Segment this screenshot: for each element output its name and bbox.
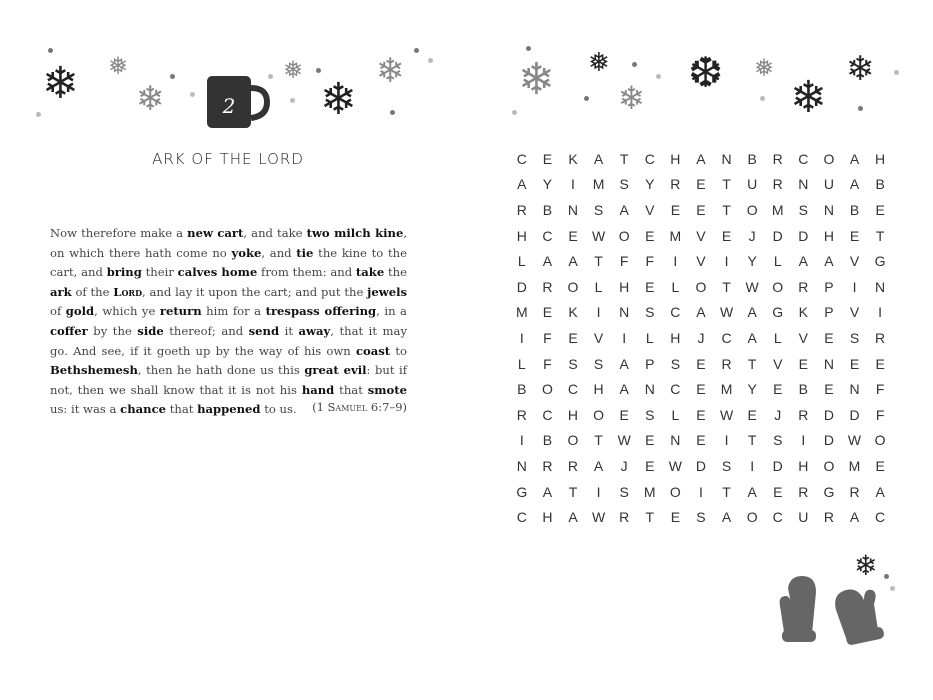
grid-letter[interactable]: O <box>541 381 553 398</box>
grid-letter[interactable]: O <box>746 201 758 218</box>
grid-letter[interactable]: C <box>542 406 553 423</box>
grid-letter[interactable]: Y <box>542 176 553 193</box>
grid-letter[interactable]: G <box>874 253 886 270</box>
grid-letter[interactable]: O <box>669 483 681 500</box>
grid-letter[interactable]: O <box>567 278 579 295</box>
grid-letter[interactable]: L <box>645 329 654 346</box>
grid-letter[interactable]: E <box>645 278 655 295</box>
grid-letter[interactable]: T <box>619 150 629 167</box>
passage-text: by the <box>87 323 138 338</box>
grid-letter[interactable]: L <box>671 278 680 295</box>
snowflake-icon: ❅ <box>588 48 610 78</box>
highlighted-word: coffer <box>50 323 88 338</box>
grid-letter[interactable]: A <box>849 509 860 526</box>
grid-letter[interactable]: H <box>798 457 809 474</box>
grid-letter[interactable]: P <box>645 355 655 372</box>
grid-letter[interactable]: S <box>568 355 578 372</box>
grid-letter[interactable]: S <box>645 304 655 321</box>
grid-letter[interactable]: I <box>724 253 729 270</box>
highlighted-word: tie <box>296 245 314 260</box>
grid-letter[interactable]: V <box>696 227 706 244</box>
grid-letter[interactable]: N <box>849 381 860 398</box>
passage-text: of <box>50 304 66 319</box>
grid-letter[interactable]: S <box>619 176 629 193</box>
grid-letter[interactable]: A <box>875 483 885 500</box>
grid-letter[interactable]: O <box>823 150 835 167</box>
grid-letter[interactable]: I <box>519 329 524 346</box>
highlighted-word: calves home <box>177 265 258 280</box>
grid-letter[interactable]: H <box>593 381 604 398</box>
grid-letter[interactable]: D <box>772 457 783 474</box>
passage-text: Now therefore make a <box>50 226 188 240</box>
highlighted-word: away <box>298 323 331 338</box>
highlighted-word: coast <box>355 343 391 358</box>
grid-letter[interactable]: E <box>696 406 706 423</box>
grid-letter[interactable]: V <box>645 201 655 218</box>
highlighted-word: hand <box>301 382 335 397</box>
grid-letter[interactable]: R <box>542 457 553 474</box>
passage-text: , in a <box>376 304 407 319</box>
grid-letter[interactable]: D <box>849 406 860 423</box>
grid-letter[interactable]: R <box>516 406 527 423</box>
grid-letter[interactable]: T <box>875 227 885 244</box>
grid-letter[interactable]: P <box>824 304 834 321</box>
grid-letter[interactable]: H <box>542 509 553 526</box>
grid-letter[interactable]: N <box>567 201 579 218</box>
grid-letter[interactable]: D <box>772 227 783 244</box>
grid-letter[interactable]: M <box>720 381 733 398</box>
grid-letter[interactable]: B <box>798 381 808 398</box>
passage-text: , and take <box>243 226 307 240</box>
grid-letter[interactable]: A <box>849 150 860 167</box>
grid-letter[interactable]: I <box>852 278 857 295</box>
grid-letter[interactable]: W <box>617 432 631 449</box>
passage-text: him for a <box>201 304 266 319</box>
grid-letter[interactable]: B <box>517 381 527 398</box>
grid-letter[interactable]: F <box>619 253 629 270</box>
grid-letter[interactable]: H <box>619 278 630 295</box>
grid-letter[interactable]: A <box>619 381 629 398</box>
grid-letter[interactable]: R <box>798 406 809 423</box>
passage-text: their <box>141 265 178 280</box>
highlighted-word: bring <box>106 265 142 280</box>
grid-letter[interactable]: K <box>568 304 578 321</box>
passage-text: that <box>334 382 368 397</box>
highlighted-word: side <box>137 323 164 338</box>
grid-letter[interactable]: N <box>823 201 834 218</box>
grid-letter[interactable]: A <box>747 304 757 321</box>
grid-letter[interactable]: U <box>823 176 834 193</box>
grid-letter[interactable]: R <box>772 176 783 193</box>
grid-letter[interactable]: L <box>517 355 526 372</box>
grid-letter[interactable]: H <box>567 406 579 423</box>
grid-letter[interactable]: G <box>772 304 784 321</box>
grid-letter[interactable]: V <box>696 253 706 270</box>
snowflake-icon: ❆ <box>688 48 724 97</box>
grid-letter[interactable]: M <box>515 304 528 321</box>
grid-letter[interactable]: B <box>849 201 860 218</box>
highlighted-word: yoke <box>231 245 262 260</box>
grid-letter[interactable]: H <box>670 329 681 346</box>
highlighted-word: Lord <box>113 284 143 299</box>
scripture-passage <box>50 224 407 420</box>
grid-letter[interactable]: E <box>645 432 655 449</box>
grid-letter[interactable]: E <box>773 381 783 398</box>
grid-letter[interactable]: N <box>644 381 655 398</box>
grid-letter[interactable]: F <box>875 381 885 398</box>
grid-letter[interactable]: D <box>823 406 834 423</box>
grid-letter[interactable]: C <box>644 150 655 167</box>
grid-letter[interactable]: W <box>668 457 682 474</box>
grid-letter[interactable]: N <box>721 150 732 167</box>
grid-letter[interactable]: D <box>798 227 809 244</box>
passage-text: of the <box>71 284 114 299</box>
passage-text: from them: and <box>257 265 356 280</box>
grid-letter[interactable]: E <box>568 329 578 346</box>
passage-text: thereof; and <box>163 323 249 338</box>
grid-letter[interactable]: E <box>696 432 706 449</box>
grid-letter[interactable]: B <box>747 150 757 167</box>
highlighted-word: trespass offering <box>265 304 377 319</box>
grid-letter[interactable]: W <box>591 509 606 526</box>
grid-letter[interactable]: S <box>593 355 604 372</box>
grid-letter[interactable]: N <box>670 432 681 449</box>
grid-letter[interactable]: V <box>849 253 860 270</box>
grid-letter[interactable]: N <box>823 355 834 372</box>
grid-letter[interactable]: H <box>670 150 681 167</box>
grid-letter[interactable]: I <box>750 457 755 474</box>
grid-letter[interactable]: E <box>645 227 655 244</box>
grid-letter[interactable]: W <box>847 432 862 449</box>
grid-letter[interactable]: T <box>747 355 757 372</box>
snowflake-icon: ❅ <box>754 54 775 82</box>
grid-letter[interactable]: T <box>722 483 731 500</box>
grid-letter[interactable]: R <box>670 176 681 193</box>
grid-letter[interactable]: O <box>567 432 579 449</box>
grid-letter[interactable]: E <box>670 509 681 526</box>
grid-letter[interactable]: T <box>722 201 731 218</box>
grid-letter[interactable]: O <box>746 509 758 526</box>
grid-letter[interactable]: A <box>542 483 553 500</box>
passage-text: the <box>384 265 407 280</box>
grid-letter[interactable]: F <box>875 406 885 423</box>
word-search-grid <box>509 146 893 530</box>
grid-letter[interactable]: E <box>824 329 834 346</box>
grid-letter[interactable]: O <box>874 432 886 449</box>
grid-letter[interactable]: F <box>543 355 552 372</box>
highlighted-word: send <box>248 323 280 338</box>
grid-letter[interactable]: R <box>875 329 886 346</box>
grid-letter[interactable]: A <box>696 150 706 167</box>
grid-letter[interactable]: O <box>618 227 630 244</box>
grid-letter[interactable]: J <box>774 406 782 423</box>
page-title: ARK OF THE LORD <box>152 150 304 168</box>
grid-letter[interactable]: V <box>773 355 783 372</box>
grid-letter[interactable]: W <box>719 304 734 321</box>
grid-letter[interactable]: I <box>878 304 883 321</box>
grid-letter[interactable]: S <box>798 201 808 218</box>
snowflake-icon: ❄ <box>42 58 79 109</box>
highlighted-word: jewels <box>367 284 407 299</box>
grid-letter[interactable]: A <box>798 253 808 270</box>
grid-letter[interactable]: E <box>875 457 885 474</box>
grid-letter[interactable]: E <box>875 201 885 218</box>
highlighted-word: chance <box>120 402 167 417</box>
grid-letter[interactable]: D <box>695 457 707 474</box>
passage-text: , on which there hath come no <box>50 226 408 260</box>
grid-letter[interactable]: J <box>748 227 756 244</box>
grid-letter[interactable]: E <box>568 227 578 244</box>
grid-letter[interactable]: O <box>772 278 784 295</box>
grid-letter[interactable]: A <box>696 304 706 321</box>
grid-letter[interactable]: C <box>670 381 681 398</box>
grid-letter[interactable]: I <box>801 432 806 449</box>
grid-letter[interactable]: T <box>722 278 731 295</box>
highlighted-word: take <box>355 265 385 280</box>
grid-letter[interactable]: H <box>823 227 834 244</box>
passage-text: , and lay it upon the cart; and put the <box>142 284 368 299</box>
grid-letter[interactable]: A <box>824 253 834 270</box>
snowflake-icon: ❄ <box>618 79 645 117</box>
grid-letter[interactable]: E <box>670 201 681 218</box>
snowflake-icon: ❅ <box>283 56 304 84</box>
highlighted-word: new cart <box>187 226 244 240</box>
grid-letter[interactable]: R <box>721 355 732 372</box>
grid-letter[interactable]: E <box>542 304 553 321</box>
grid-letter[interactable]: I <box>622 329 627 346</box>
grid-letter[interactable]: C <box>516 150 527 167</box>
grid-letter[interactable]: E <box>721 227 732 244</box>
grid-letter[interactable]: C <box>542 227 553 244</box>
grid-letter[interactable]: C <box>875 509 886 526</box>
grid-letter[interactable]: A <box>542 253 553 270</box>
grid-letter[interactable]: F <box>543 329 552 346</box>
grid-letter[interactable]: T <box>747 432 757 449</box>
grid-letter[interactable]: G <box>516 483 528 500</box>
grid-letter[interactable]: U <box>798 509 809 526</box>
grid-letter[interactable]: A <box>849 176 860 193</box>
grid-letter[interactable]: E <box>773 483 783 500</box>
grid-letter[interactable]: E <box>542 150 553 167</box>
grid-letter[interactable]: V <box>798 329 808 346</box>
grid-letter[interactable]: A <box>593 150 604 167</box>
passage-text: it <box>279 323 299 338</box>
grid-letter[interactable]: I <box>724 432 729 449</box>
grid-letter[interactable]: H <box>875 150 886 167</box>
grid-letter[interactable]: A <box>568 253 578 270</box>
grid-letter[interactable]: C <box>670 304 681 321</box>
mittens-icon <box>776 576 892 660</box>
grid-letter[interactable]: L <box>671 406 680 423</box>
snowflake-icon: ❄ <box>790 72 827 123</box>
grid-letter[interactable]: S <box>696 509 706 526</box>
grid-letter[interactable]: E <box>875 355 885 372</box>
grid-letter[interactable]: G <box>823 483 835 500</box>
passage-text: that <box>166 402 198 417</box>
grid-letter[interactable]: I <box>596 483 601 500</box>
grid-letter[interactable]: N <box>516 457 527 474</box>
grid-letter[interactable]: A <box>747 483 757 500</box>
grid-letter[interactable]: B <box>875 176 885 193</box>
passage-text: to <box>390 343 408 358</box>
grid-letter[interactable]: E <box>645 457 655 474</box>
grid-letter[interactable]: R <box>542 278 553 295</box>
grid-letter[interactable]: S <box>593 201 604 218</box>
grid-letter[interactable]: E <box>747 406 757 423</box>
grid-letter[interactable]: V <box>593 329 604 346</box>
grid-letter[interactable]: R <box>619 509 630 526</box>
grid-letter[interactable]: M <box>643 483 656 500</box>
grid-letter[interactable]: N <box>798 176 809 193</box>
grid-letter[interactable]: Y <box>747 253 757 270</box>
highlighted-word: two milch kine <box>306 226 404 240</box>
grid-letter[interactable]: E <box>696 176 706 193</box>
grid-letter[interactable]: M <box>848 457 861 474</box>
highlighted-word: happened <box>197 402 261 417</box>
passage-text: the kine to the cart, and <box>50 245 407 280</box>
grid-letter[interactable]: S <box>619 483 629 500</box>
grid-letter[interactable]: U <box>747 176 758 193</box>
grid-letter[interactable]: E <box>619 406 629 423</box>
grid-letter[interactable]: J <box>620 457 628 474</box>
highlighted-word: ark <box>50 284 72 299</box>
snowflake-icon: ❄ <box>854 549 878 582</box>
grid-letter[interactable]: B <box>542 201 553 218</box>
grid-letter[interactable]: S <box>645 406 655 423</box>
grid-letter[interactable]: B <box>542 432 553 449</box>
passage-text: to us. <box>260 402 297 417</box>
grid-letter[interactable]: R <box>772 150 783 167</box>
highlighted-word: smote <box>367 382 407 397</box>
grid-letter[interactable]: L <box>773 253 782 270</box>
grid-letter[interactable]: H <box>516 227 527 244</box>
grid-letter[interactable]: L <box>773 329 782 346</box>
snowflake-icon: ❄ <box>320 74 357 125</box>
grid-letter[interactable]: C <box>516 509 527 526</box>
grid-letter[interactable]: I <box>571 176 575 193</box>
passage-text: us: it was a <box>50 402 121 417</box>
grid-letter[interactable]: I <box>596 304 601 321</box>
grid-letter[interactable]: D <box>823 432 834 449</box>
passage-text: , then he hath done us this <box>137 363 305 378</box>
grid-letter[interactable]: T <box>568 483 578 500</box>
grid-letter[interactable]: E <box>696 201 706 218</box>
highlighted-word: return <box>159 304 202 319</box>
grid-letter[interactable]: R <box>849 483 860 500</box>
grid-letter[interactable]: T <box>594 432 603 449</box>
grid-letter[interactable]: S <box>721 457 732 474</box>
grid-letter[interactable]: A <box>568 509 578 526</box>
grid-letter[interactable]: M <box>771 201 784 218</box>
passage-text: : but if not, then we shall know that it is not his <box>50 363 407 397</box>
grid-letter[interactable]: C <box>798 150 809 167</box>
grid-letter[interactable]: N <box>875 278 886 295</box>
grid-letter[interactable]: F <box>645 253 655 270</box>
snowflake-icon: ❄ <box>136 79 165 119</box>
grid-letter[interactable]: E <box>696 355 706 372</box>
snowflake-icon: ❄ <box>846 49 875 89</box>
passage-text: , which ye <box>94 304 160 319</box>
grid-letter[interactable]: P <box>824 278 834 295</box>
highlighted-word: Bethshemesh <box>50 363 138 378</box>
grid-letter[interactable]: E <box>849 227 860 244</box>
grid-letter[interactable]: K <box>568 150 578 167</box>
grid-letter[interactable]: E <box>696 381 706 398</box>
passage-text: , that it may go. And see, if it goeth up by the way of his own <box>50 323 407 358</box>
grid-letter[interactable]: L <box>594 278 603 295</box>
grid-letter[interactable]: S <box>670 355 681 372</box>
grid-letter[interactable]: M <box>592 176 605 193</box>
grid-letter[interactable]: R <box>798 483 809 500</box>
grid-letter[interactable]: O <box>593 406 605 423</box>
grid-letter[interactable]: K <box>798 304 808 321</box>
grid-letter[interactable]: A <box>747 329 757 346</box>
grid-letter[interactable]: W <box>591 227 606 244</box>
snowflake-icon: ❄ <box>518 54 555 105</box>
grid-letter[interactable]: A <box>721 509 732 526</box>
passage-text: , and <box>261 245 297 260</box>
grid-letter[interactable]: W <box>745 278 759 295</box>
grid-letter[interactable]: Y <box>747 381 757 398</box>
grid-letter[interactable]: A <box>619 201 629 218</box>
grid-letter[interactable]: O <box>695 278 707 295</box>
snowflake-icon: ❄ <box>376 51 405 91</box>
snowflake-icon: ❅ <box>108 52 129 80</box>
grid-letter[interactable]: C <box>772 509 783 526</box>
grid-letter[interactable]: S <box>773 432 783 449</box>
grid-letter[interactable]: L <box>517 253 526 270</box>
grid-letter[interactable]: R <box>823 509 834 526</box>
grid-letter[interactable]: M <box>669 227 682 244</box>
grid-letter[interactable]: R <box>516 201 527 218</box>
grid-letter[interactable]: A <box>593 457 604 474</box>
grid-letter[interactable]: V <box>849 304 860 321</box>
grid-letter[interactable]: W <box>719 406 734 423</box>
grid-letter[interactable]: Y <box>645 176 655 193</box>
grid-letter[interactable]: D <box>516 278 527 295</box>
grid-letter[interactable]: C <box>721 329 732 346</box>
grid-letter[interactable]: O <box>823 457 835 474</box>
scripture-reference: (1 Samuel 6:7–9) <box>312 400 407 414</box>
chapter-number: 2 <box>222 94 236 118</box>
grid-letter[interactable]: E <box>798 355 808 372</box>
highlighted-word: gold <box>65 304 95 319</box>
grid-letter[interactable]: N <box>619 304 630 321</box>
grid-letter[interactable]: R <box>567 457 579 474</box>
grid-letter[interactable]: E <box>824 381 834 398</box>
grid-letter[interactable]: S <box>849 329 860 346</box>
grid-letter[interactable]: A <box>517 176 527 193</box>
grid-letter[interactable]: E <box>849 355 860 372</box>
grid-letter[interactable]: C <box>567 381 579 398</box>
grid-letter[interactable]: I <box>519 432 524 449</box>
grid-letter[interactable]: T <box>645 509 655 526</box>
highlighted-word: great evil <box>304 363 367 378</box>
grid-letter[interactable]: A <box>619 355 629 372</box>
grid-letter[interactable]: I <box>673 253 678 270</box>
grid-letter[interactable]: J <box>697 329 705 346</box>
grid-letter[interactable]: T <box>594 253 603 270</box>
grid-letter[interactable]: T <box>722 176 731 193</box>
grid-letter[interactable]: R <box>798 278 809 295</box>
grid-letter[interactable]: I <box>699 483 703 500</box>
